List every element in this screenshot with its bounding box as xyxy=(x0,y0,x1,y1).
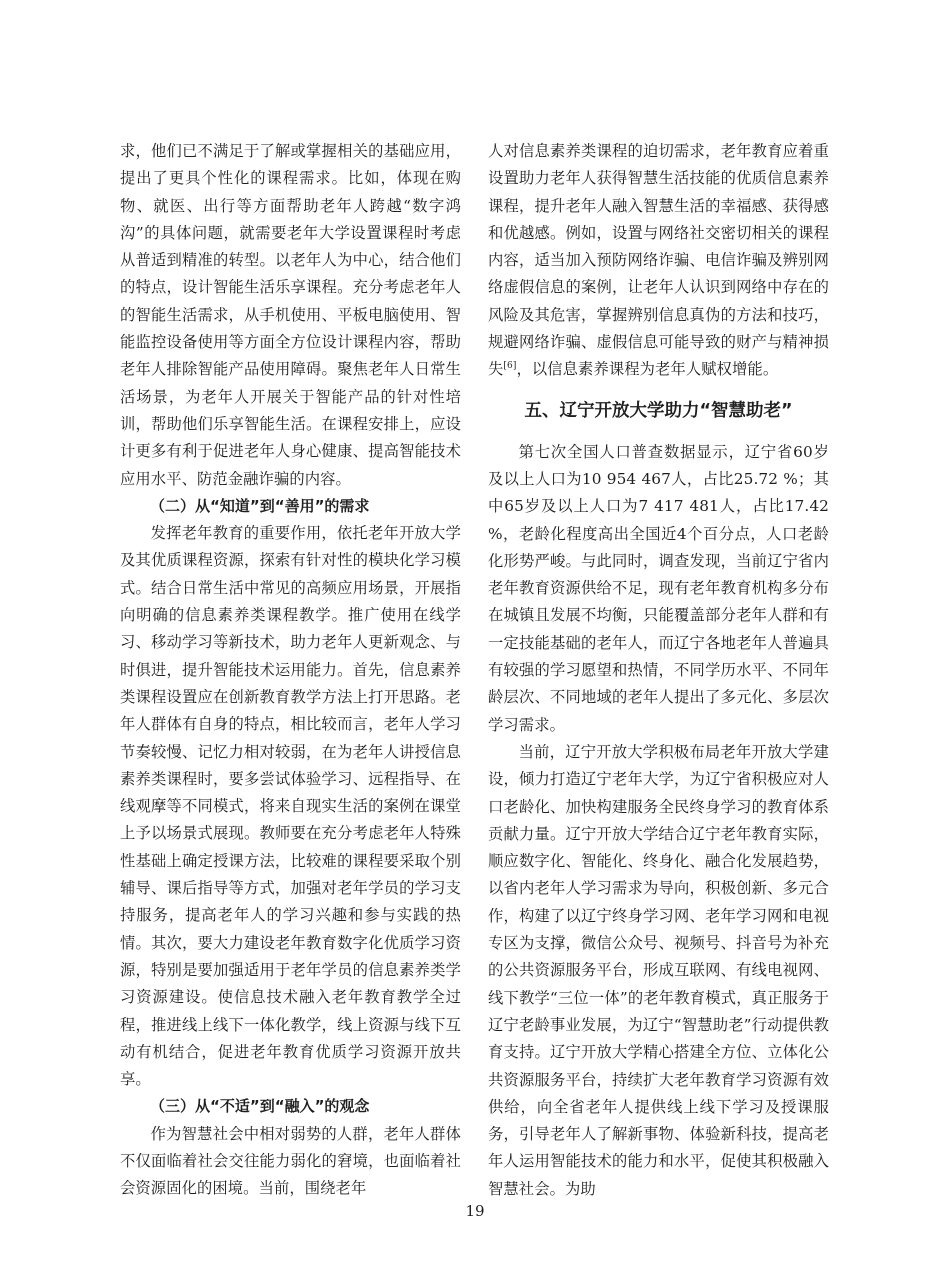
left-column xyxy=(120,138,461,1203)
body-paragraph: 求，他们已不满足于了解或掌握相关的基础应用，提出了更具个性化的课程需求。比如，体现在购物、就医、出行等方面帮助老年人跨越“数字鸿沟”的具体问题，就需要老年大学设置课程时考虑从普适到精准的转型。以老年人为中心，结合他们的特点，设计智能生活乐享课程。充分考虑老年人的智能生活需求，从手机使用、平板电脑使用、智能监控设备使用等方面全方位设计课程内容，帮助老年人排除智能产品使用障碍。聚焦老年人日常生活场景，为老年人开展关于智能产品的针对性培训，帮助他们乐享智能生活。在课程安排上，应设计更多有利于促进老年人身心健康、提高智能技术应用水平、防范金融诈骗的内容。 xyxy=(120,142,461,488)
paragraph-text: ，以信息素养课程为老年人赋权增能。 xyxy=(516,360,779,379)
body-paragraph: 作为智慧社会中相对弱势的人群，老年人群体不仅面临着社会交往能力弱化的窘境，也面临着社会资源固化的困境。当前，围绕老年 xyxy=(120,1124,461,1198)
body-paragraph: 第七次全国人口普查数据显示，辽宁省60岁及以上人口为10 954 467人，占比25.72 %；其中65岁及以上人口为7 417 481人，占比17.42 %，老龄化程度高出全国近4个百分点，人口老龄化形势严峻。与此同时，调查发现，当前辽宁省内老年教育资源供给不足，现有老年教育机构多分布在城镇且发展不均衡，只能覆盖部分老年人群和有一定技能基础的老年人，而辽宁各地老年人普遍具有较强的学习愿望和热情，不同学历水平、不同年龄层次、不同地域的老年人提出了多元化、多层次学习需求。 xyxy=(488,442,829,734)
right-column xyxy=(488,138,829,1203)
body-paragraph xyxy=(488,138,829,384)
subsection-heading: （二）从“知道”到“善用”的需求 xyxy=(150,496,370,515)
subsection-heading: （三）从“不适”到“融入”的观念 xyxy=(150,1097,370,1116)
paragraph-text: 人对信息素养类课程的迫切需求，老年教育应着重设置助力老年人获得智慧生活技能的优质信息素养课程，提升老年人融入智慧生活的幸福感、获得感和优越感。例如，设置与网络社交密切相关的课程内容，适当加入预防网络诈骗、电信诈骗及辨别网络虚假信息的案例，让老年人认识到网络中存在的风险及其危害，掌握辨别信息真伪的方法和技巧，规避网络诈骗、虚假信息可能导致的财产与精神损失 xyxy=(488,142,829,379)
body-paragraph: 发挥老年教育的重要作用，依托老年开放大学及其优质课程资源，探索有针对性的模块化学习模式。结合日常生活中常见的高频应用场景，开展指向明确的信息素养类课程教学。推广使用在线学习、移动学习等新技术，助力老年人更新观念、与时俱进，提升智能技术运用能力。首先，信息素养类课程设置应在创新教育教学方法上打开思路。老年人群体有自身的特点，相比较而言，老年人学习节奏较慢、记忆力相对较弱，在为老年人讲授信息素养类课程时，要多尝试体验学习、远程指导、在线观摩等不同模式，将来自现实生活的案例在课堂上予以场景式展现。教师要在充分考虑老年人特殊性基础上确定授课方法，比较难的课程要采取个别辅导、课后指导等方式，加强对老年学员的学习支持服务，提高老年人的学习兴趣和参与实践的热情。其次，要大力建设老年教育数字化优质学习资源，特别是要加强适用于老年学员的信息素养类学习资源建设。使信息技术融入老年教育教学全过程，推进线上线下一体化教学，线上资源与线下互动有机结合，促进老年教育优质学习资源开放共享。 xyxy=(120,524,461,1089)
citation-reference: [6] xyxy=(503,361,517,372)
page-number: 19 xyxy=(465,1202,485,1220)
section-heading: 五、辽宁开放大学助力“智慧助老” xyxy=(524,400,793,421)
body-paragraph: 当前，辽宁开放大学积极布局老年开放大学建设，倾力打造辽宁老年大学，为辽宁省积极应对人口老龄化、加快构建服务全民终身学习的教育体系贡献力量。辽宁开放大学结合辽宁老年教育实际，顺应数字化、智能化、终身化、融合化发展趋势，以省内老年人学习需求为导向，积极创新、多元合作，构建了以辽宁终身学习网、老年学习网和电视专区为支撑，微信公众号、视频号、抖音号为补充的公共资源服务平台，形成互联网、有线电视网、线下教学“三位一体”的老年教育模式，真正服务于辽宁老龄事业发展，为辽宁“智慧助老”行动提供教育支持。辽宁开放大学精心搭建全方位、立体化公共资源服务平台，持续扩大老年教育学习资源有效供给，向全省老年人提供线上线下学习及授课服务，引导老年人了解新事物、体验新科技，提高老年人运用智能技术的能力和水平，促使其积极融入智慧社会。为助 xyxy=(488,742,829,1198)
